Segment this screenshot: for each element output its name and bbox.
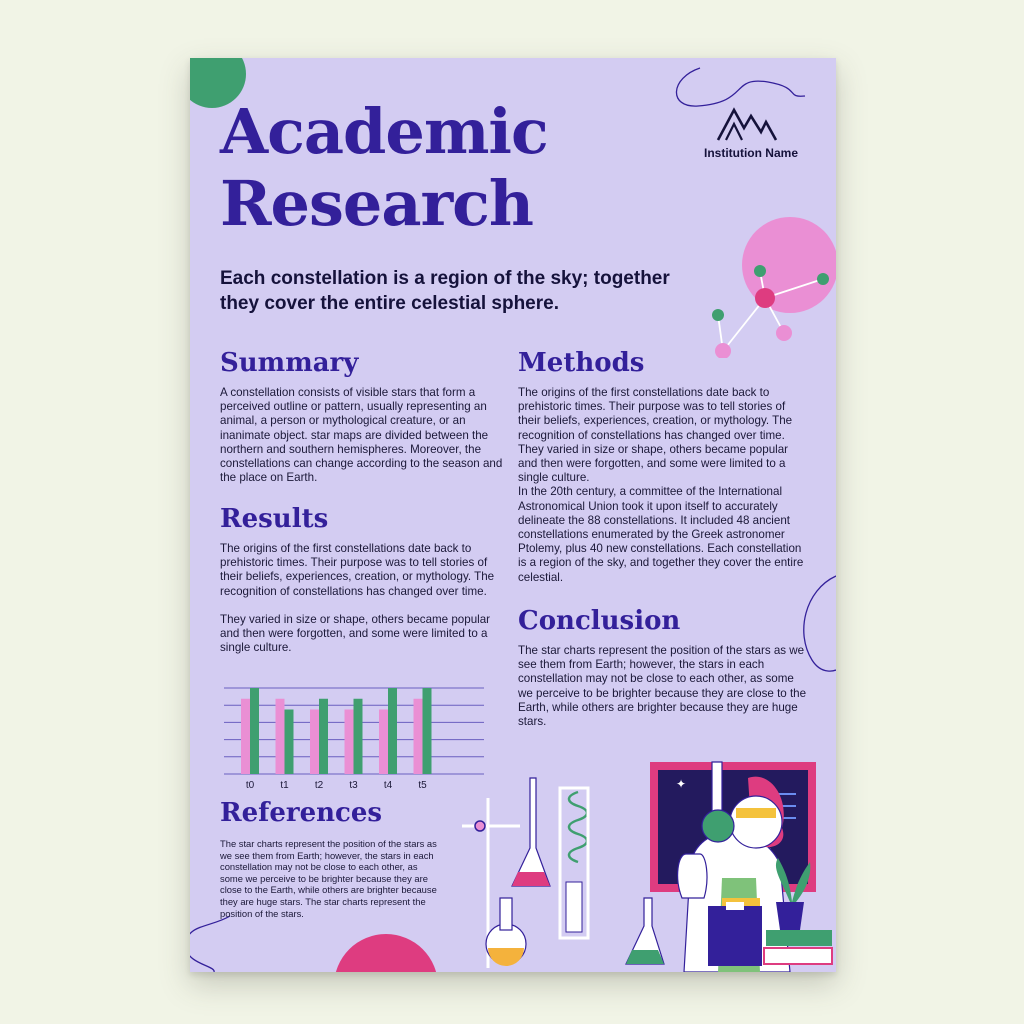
page-title	[220, 96, 548, 240]
chart-tick-label: t0	[245, 780, 255, 790]
chart-bar-t0-series-1	[241, 699, 250, 774]
chart-bar-t4-series-2	[388, 688, 397, 774]
molecule-icon	[705, 258, 835, 358]
chart-tick-label: t3	[349, 780, 358, 790]
chart-bar-t1-series-2	[285, 710, 294, 775]
institution-name: Institution Name	[703, 146, 798, 160]
chart-tick-label: t2	[314, 780, 324, 790]
subtitle: Each constellation is a region of the sky; together they cover the entire celestial sphere.	[220, 268, 670, 314]
results-heading: Results	[220, 504, 329, 534]
poster	[190, 58, 836, 972]
chart-tick-label: t1	[280, 780, 289, 790]
chart-bar-t2-series-1	[310, 710, 319, 775]
bar-chart	[220, 682, 492, 790]
results-text-1: The origins of the first constellations date back to prehistoric times. Their purpose was to tell stories of their beliefs, experiences, creation, or mythology. The recognition of constellations has changed over time.	[220, 542, 495, 598]
summary-section	[220, 348, 510, 485]
conclusion-heading: Conclusion	[518, 606, 681, 636]
references-heading: References	[220, 798, 383, 828]
title-line-1: Academic	[220, 95, 548, 168]
chart-bar-t5-series-2	[423, 688, 432, 774]
mountains-logo-icon	[716, 106, 778, 142]
chart-bar-t0-series-2	[250, 688, 259, 774]
chart-tick-label: t4	[383, 780, 393, 790]
scientist-lab-illustration	[460, 758, 836, 972]
squiggle-decoration	[190, 916, 230, 972]
title-line-2: Research	[220, 167, 533, 240]
results-section	[220, 504, 510, 655]
references-text: The star charts represent the position of the stars as we see them from Earth; however, the stars in each constellation may not be close to each other, as some we perceive to be brighter because they are close to the Earth, while others are brighter because they are huge stars. The star charts represent the position of the stars.	[220, 838, 437, 919]
chart-bar-t5-series-1	[414, 699, 423, 774]
chart-bar-t3-series-2	[354, 699, 363, 774]
plant-pot-icon	[776, 902, 804, 930]
conclusion-section	[518, 606, 810, 729]
flask-icon	[512, 778, 550, 886]
svg-text:✦: ✦	[676, 777, 687, 791]
methods-section	[518, 348, 810, 585]
methods-heading: Methods	[518, 348, 645, 378]
scientist-head	[730, 796, 782, 848]
methods-text-2: In the 20th century, a committee of the International Astronomical Union took it upon itself to accurately delineate the 88 constellations. It included 48 ancient constellations enumerated by the Greek astronomer Ptolemy, plus 40 new constellations. Each constellation is a region of the sky, and together they cover the entire celestial.	[518, 485, 804, 584]
summary-heading: Summary	[220, 348, 359, 378]
chart-bar-t3-series-1	[345, 710, 354, 775]
methods-text-1: The origins of the first constellations date back to prehistoric times. Their purpose was to tell stories of their beliefs, experiences, creation, or mythology. The recognition of constellations has changed over time. They varied in size or shape, others became popular and then were forgotten, and some were limited to a single culture.	[518, 386, 793, 485]
chart-bar-t2-series-2	[319, 699, 328, 774]
chart-tick-label: t5	[418, 780, 427, 790]
clipboard-icon	[708, 906, 762, 966]
magenta-circle-decoration	[334, 934, 438, 972]
chart-bar-t1-series-1	[276, 699, 285, 774]
conclusion-text: The star charts represent the position of the stars as we see them from Earth; however, the stars in each constellation may not be close to each other, as some we perceive to be brighter because they are close to the Earth, while others are brighter because they are huge stars.	[518, 644, 807, 729]
chart-bar-t4-series-1	[379, 710, 388, 775]
references-section	[220, 798, 442, 919]
summary-text: A constellation consists of visible stars that form a perceived outline or pattern, usually representing an animal, a person or mythological creature, or an inanimate object. star maps are divided between the northern and southern hemispheres. Moreover, the constellations can change according to the season and the place on Earth.	[220, 386, 503, 485]
results-text-2: They varied in size or shape, others became popular and then were forgotten, and some were limited to a single culture.	[220, 612, 491, 655]
squiggle-decoration	[676, 68, 805, 106]
